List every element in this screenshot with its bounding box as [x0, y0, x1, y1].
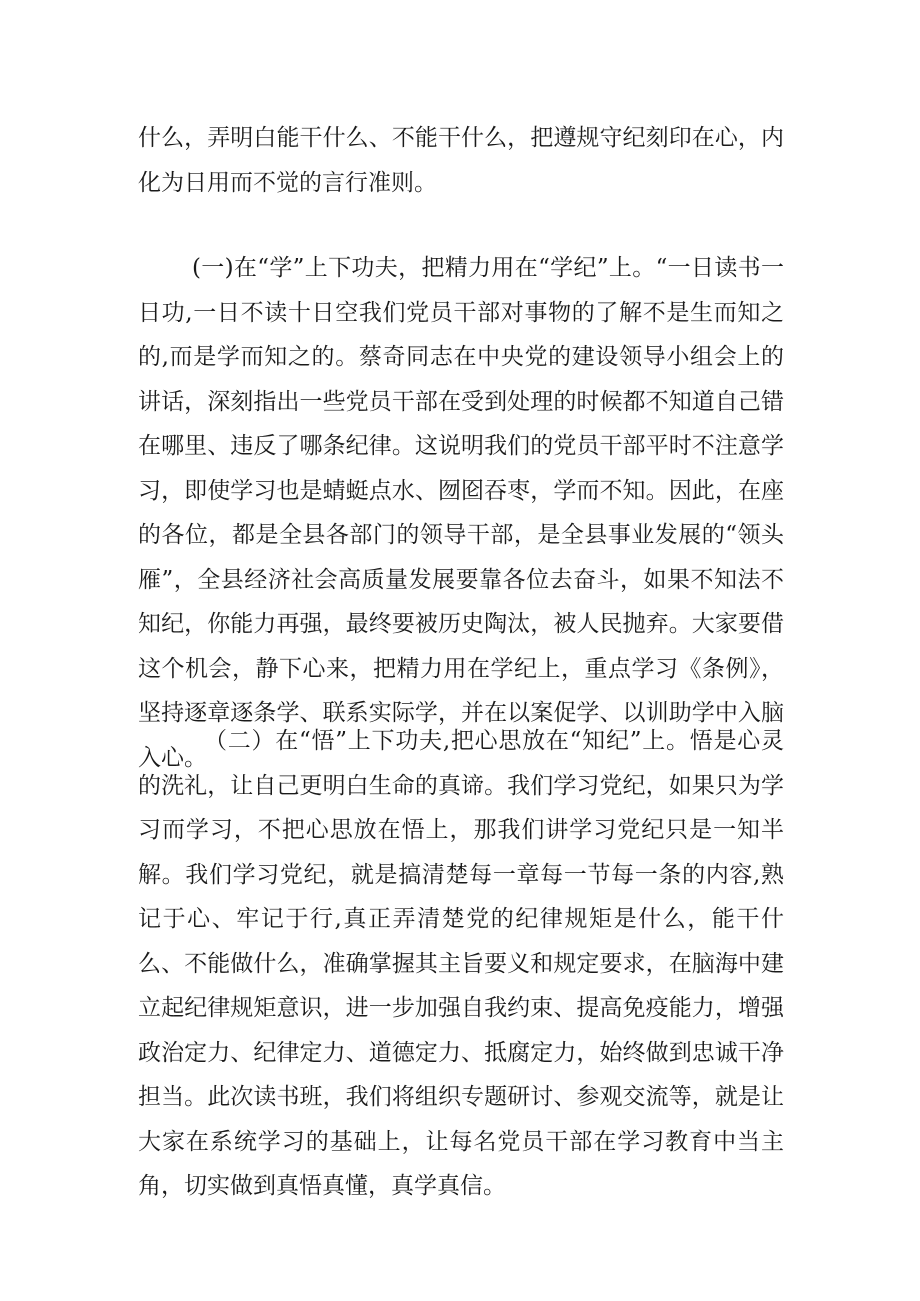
paragraph-text: (一)在“学”上下功夫，把精力用在“学纪”上。“一日读书一日功,一日不读十日空我们党员干部对事物的了解不是生而知之的,而是学而知之的。蔡奇同志在中央党的建设领导小组会上的讲话，深刻指出一些党员干部在受到处理的时候都不知道自己错在哪里、违反了哪条纪律。这说明我们的党员干部平时不注意学习，即使学习也是蜻蜓点水、囫囵吞枣，学而不知。因此，在座的各位，都是全县各部门的领导干部，是全县事业发展的“领头雁”，全县经济社会高质量发展要靠各位去奋斗，如果不知法不知纪，你能力再强，最终要被历史陶汰，被人民抛弃。大家要借这个机会，静下心来，把精力用在学纪上，重点学习《条例》，坚持逐章逐条学、联系实际学，并在以案促学、以训助学中入脑入心。 [138, 255, 784, 771]
paragraph-text: （二）在“悟”上下功夫,把心思放在“知纪”上。悟是心灵的洗礼，让自己更明白生命的真谛。我们学习党纪，如果只为学习而学习，不把心思放在悟上，那我们讲学习党纪只是一知半解。我们学习党纪，就是搞清楚每一章每一节每一条的内容,熟记于心、牢记于行,真正弄清楚党的纪律规矩是什么，能干什么、不能做什么，准确掌握其主旨要义和规定要求，在脑海中建立起纪律规矩意识，进一步加强自我约束、提高免疫能力，增强政治定力、纪律定力、道德定力、抵腐定力，始终做到忠诚干净担当。此次读书班，我们将组织专题研讨、参观交流等，就是让大家在系统学习的基础上，让每名党员干部在学习教育中当主角，切实做到真悟真懂，真学真信。 [138, 728, 784, 1199]
paragraph-section-one [138, 246, 784, 780]
paragraph-section-two [138, 719, 784, 1209]
paragraph-text: 什么，弄明白能干什么、不能干什么，把遵规守纪刻印在心，内化为日用而不觉的言行准则。 [138, 125, 784, 196]
paragraph-continuation [138, 116, 784, 205]
